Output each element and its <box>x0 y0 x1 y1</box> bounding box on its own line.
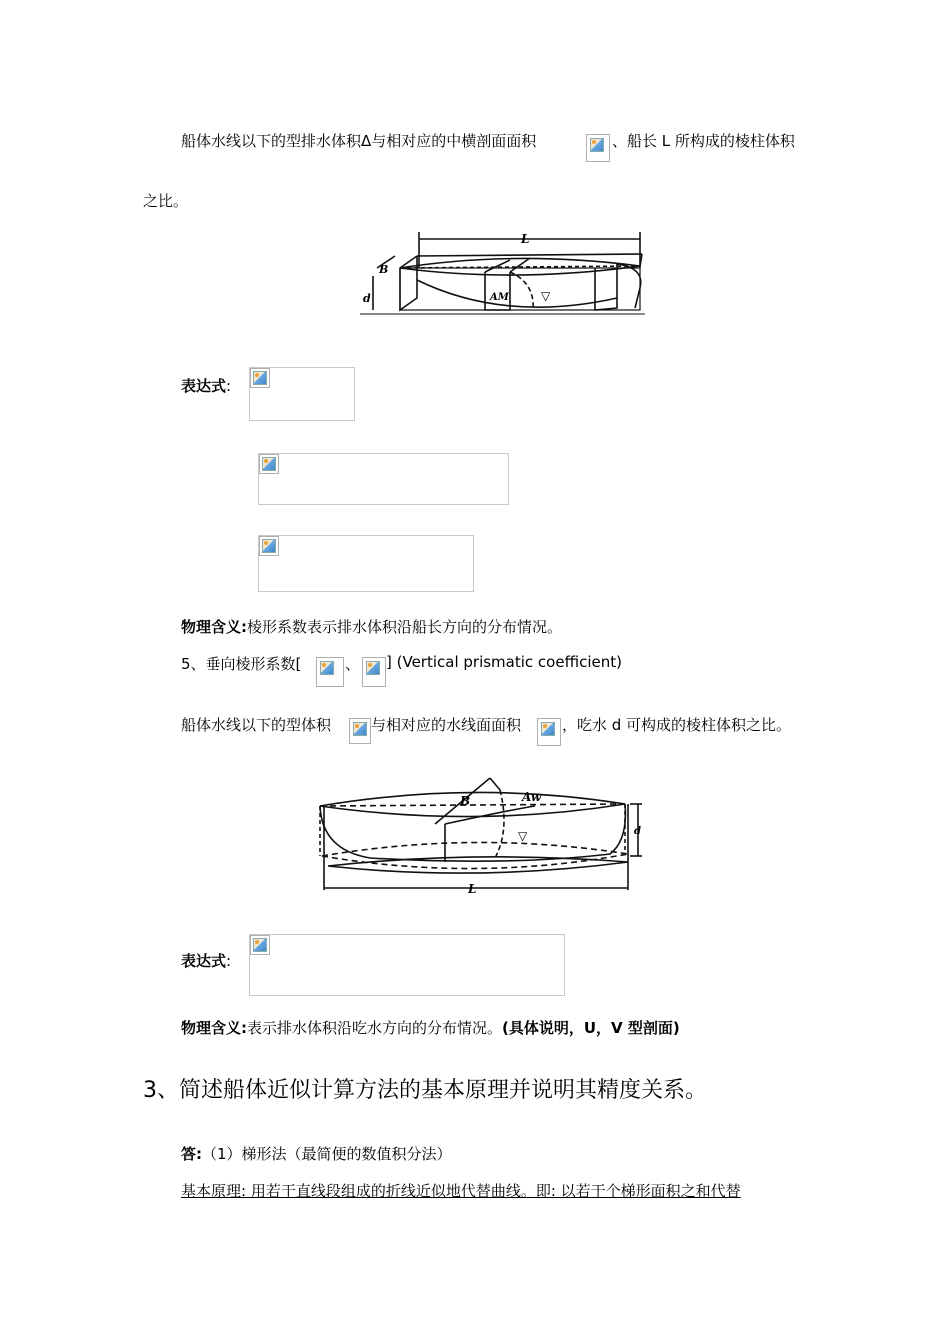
figure1-label-volume: ▽ <box>541 289 551 303</box>
section3-heading: 3、简述船体近似计算方法的基本原理并说明其精度关系。 <box>143 1078 707 1103</box>
vertical-definition-b: 与相对应的水线面面积 <box>371 716 522 734</box>
section3-answer <box>181 1143 452 1164</box>
figure2-label-AW: Aw <box>522 790 542 804</box>
answer-text: （1）梯形法（最简便的数值积分法） <box>202 1145 452 1163</box>
figure1-label-d: d <box>363 292 371 305</box>
figure2-label-volume: ▽ <box>518 829 528 843</box>
figure1-label-L: L <box>521 232 530 246</box>
vertical-meaning <box>181 1017 680 1038</box>
figure1-label-AM: AM <box>490 292 509 303</box>
prismatic-formula-image-1 <box>249 367 355 421</box>
prismatic-definition-line1 <box>181 130 536 151</box>
prismatic-formula-image-2 <box>258 453 509 505</box>
prismatic-definition-line2: 之比。 <box>143 192 189 210</box>
prismatic-formula-image-3 <box>258 535 474 592</box>
figure1-label-B: B <box>379 263 389 276</box>
vertical-expression-label <box>181 950 231 971</box>
prismatic-expression-label <box>181 375 231 396</box>
expression-colon: : <box>226 377 232 395</box>
figure2-label-d: d <box>634 826 641 837</box>
prismatic-definition-text-a: 船体水线以下的型排水体积Δ与相对应的中横剖面面积 <box>181 132 537 150</box>
expression-label-text: 表达式 <box>181 952 227 970</box>
section3-principle: 基本原理: 用若干直线段组成的折线近似地代替曲线。即: 以若干个梯形面积之和代替 <box>181 1182 741 1200</box>
vertical-prismatic-title-a: 5、垂向棱形系数[ <box>181 655 302 673</box>
prismatic-meaning-text: 棱形系数表示排水体积沿船长方向的分布情况。 <box>247 618 563 636</box>
prismatic-hull-figure <box>355 228 655 323</box>
volume-symbol-image <box>349 718 371 744</box>
midship-area-symbol-image <box>586 134 610 162</box>
figure2-label-B: B <box>460 794 471 808</box>
prismatic-meaning <box>181 616 562 637</box>
vertical-meaning-text: 表示排水体积沿吃水方向的分布情况。 <box>247 1019 503 1037</box>
expression-colon: : <box>226 952 232 970</box>
figure2-label-L: L <box>468 882 477 896</box>
prismatic-meaning-label: 物理含义: <box>181 618 247 636</box>
vertical-hull-figure <box>310 770 645 900</box>
vertical-symbol-image-1 <box>316 657 344 687</box>
vertical-meaning-label: 物理含义: <box>181 1019 247 1037</box>
vertical-formula-image <box>249 934 565 996</box>
vertical-prismatic-title-b: ] (Vertical prismatic coefficient) <box>386 653 622 671</box>
expression-label-text: 表达式 <box>181 377 227 395</box>
vertical-definition-c: ，吃水 d 可构成的棱柱体积之比。 <box>562 716 792 734</box>
vertical-meaning-bold: (具体说明，U，V 型剖面) <box>502 1019 680 1037</box>
answer-label: 答: <box>181 1145 202 1163</box>
vertical-symbol-image-2 <box>362 657 386 687</box>
waterplane-area-symbol-image <box>537 718 561 746</box>
vertical-title-separator: 、 <box>345 655 361 673</box>
prismatic-definition-text-b: 、船长 L 所构成的棱柱体积 <box>612 132 795 150</box>
vertical-definition-a: 船体水线以下的型体积 <box>181 716 332 734</box>
